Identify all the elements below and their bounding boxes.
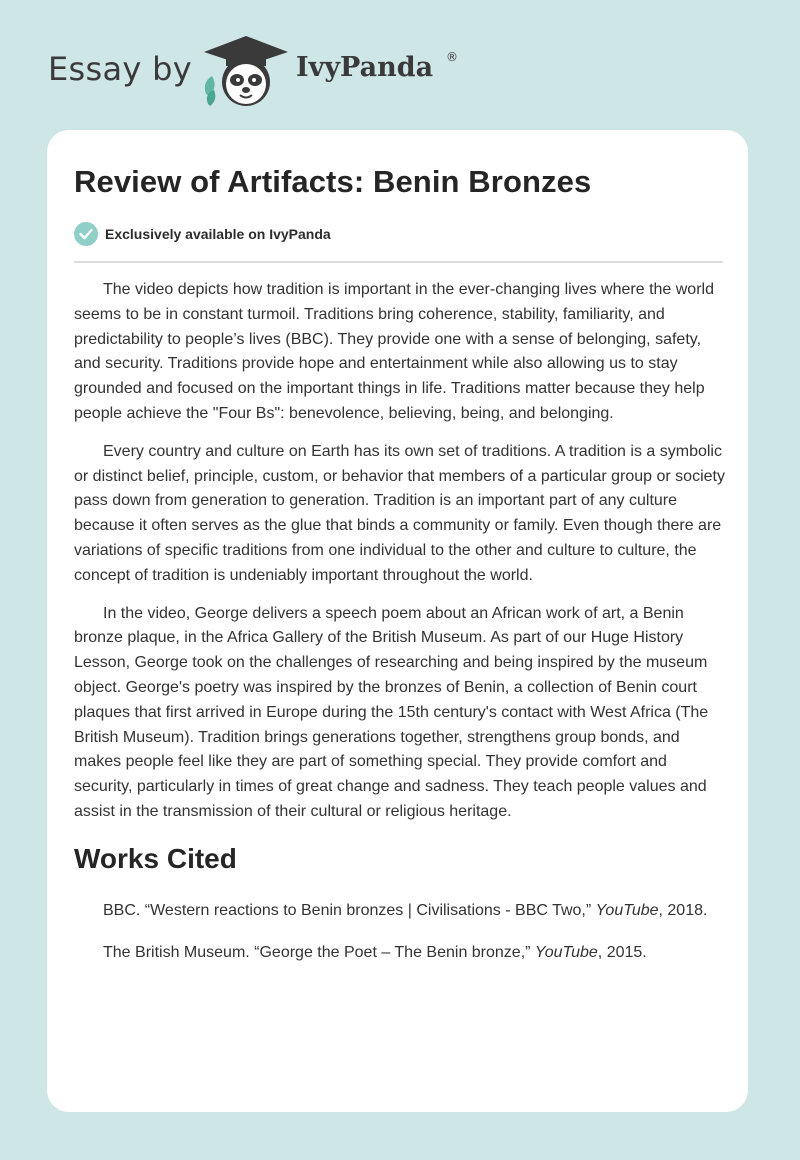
registered-mark: ® bbox=[446, 50, 458, 64]
works-cited-heading: Works Cited bbox=[74, 842, 237, 874]
citation-text: The British Museum. “George the Poet – The Benin bronze,” bbox=[103, 943, 535, 961]
page-title: Review of Artifacts: Benin Bronzes bbox=[74, 164, 592, 199]
essay-body bbox=[74, 278, 725, 982]
divider bbox=[74, 261, 723, 263]
citation bbox=[74, 899, 725, 924]
essay-by-label: Essay by bbox=[48, 50, 192, 88]
paragraph: Every country and culture on Earth has its own set of traditions. A tradition is a symbolic or distinct belief, principle, custom, or behavior that members of a particular group or society pass down from generation to generation. Tradition is an important part of any culture because it often serves as the glue that binds a community or family. Even though there are variations of specific traditions from one individual to the other and culture to culture, the concept of tradition is undeniably important throughout the world. bbox=[74, 442, 725, 584]
citation-text: BBC. “Western reactions to Benin bronzes | Civilisations - BBC Two,” bbox=[103, 901, 596, 919]
citation-source: YouTube bbox=[595, 901, 659, 919]
panda-graduate-icon bbox=[200, 32, 292, 112]
citation-year: , 2018. bbox=[658, 901, 708, 919]
exclusive-badge-label: Exclusively available on IvyPanda bbox=[105, 226, 331, 242]
citation-source: YouTube bbox=[534, 943, 598, 961]
citation-year: , 2015. bbox=[597, 943, 647, 961]
paragraph: In the video, George delivers a speech poem about an African work of art, a Benin bronze plaque, in the Africa Gallery of the British Museum. As part of our Huge History Lesson, George took on the challenges of researching and being inspired by the museum object. George's poetry was inspired by the bronzes of Benin, a collection of Benin court plaques that first arrived in Europe during the 15th century's contact with West Africa (The British Museum). Tradition brings generations together, strengthens group bonds, and makes people feel like they are part of something special. They provide comfort and security, particularly in times of great change and sadness. They teach people values and assist in the transmission of their cultural or religious heritage. bbox=[74, 604, 709, 820]
paragraph: The video depicts how tradition is important in the ever-changing lives where the world seems to be in constant turmoil. Traditions bring coherence, stability, familiarity, and predictability to people’s lives (BBC). They provide one with a sense of belonging, safety, and security. Traditions provide hope and entertainment while also allowing us to stay grounded and focused on the important things in life. Traditions matter because they help people achieve the "Four Bs": benevolence, believing, being, and belonging. bbox=[74, 281, 714, 422]
check-circle-icon bbox=[74, 222, 98, 246]
site-header bbox=[0, 0, 800, 130]
essay-card bbox=[47, 130, 748, 1112]
citation bbox=[74, 941, 725, 966]
brand-name: IvyPanda bbox=[296, 52, 434, 83]
